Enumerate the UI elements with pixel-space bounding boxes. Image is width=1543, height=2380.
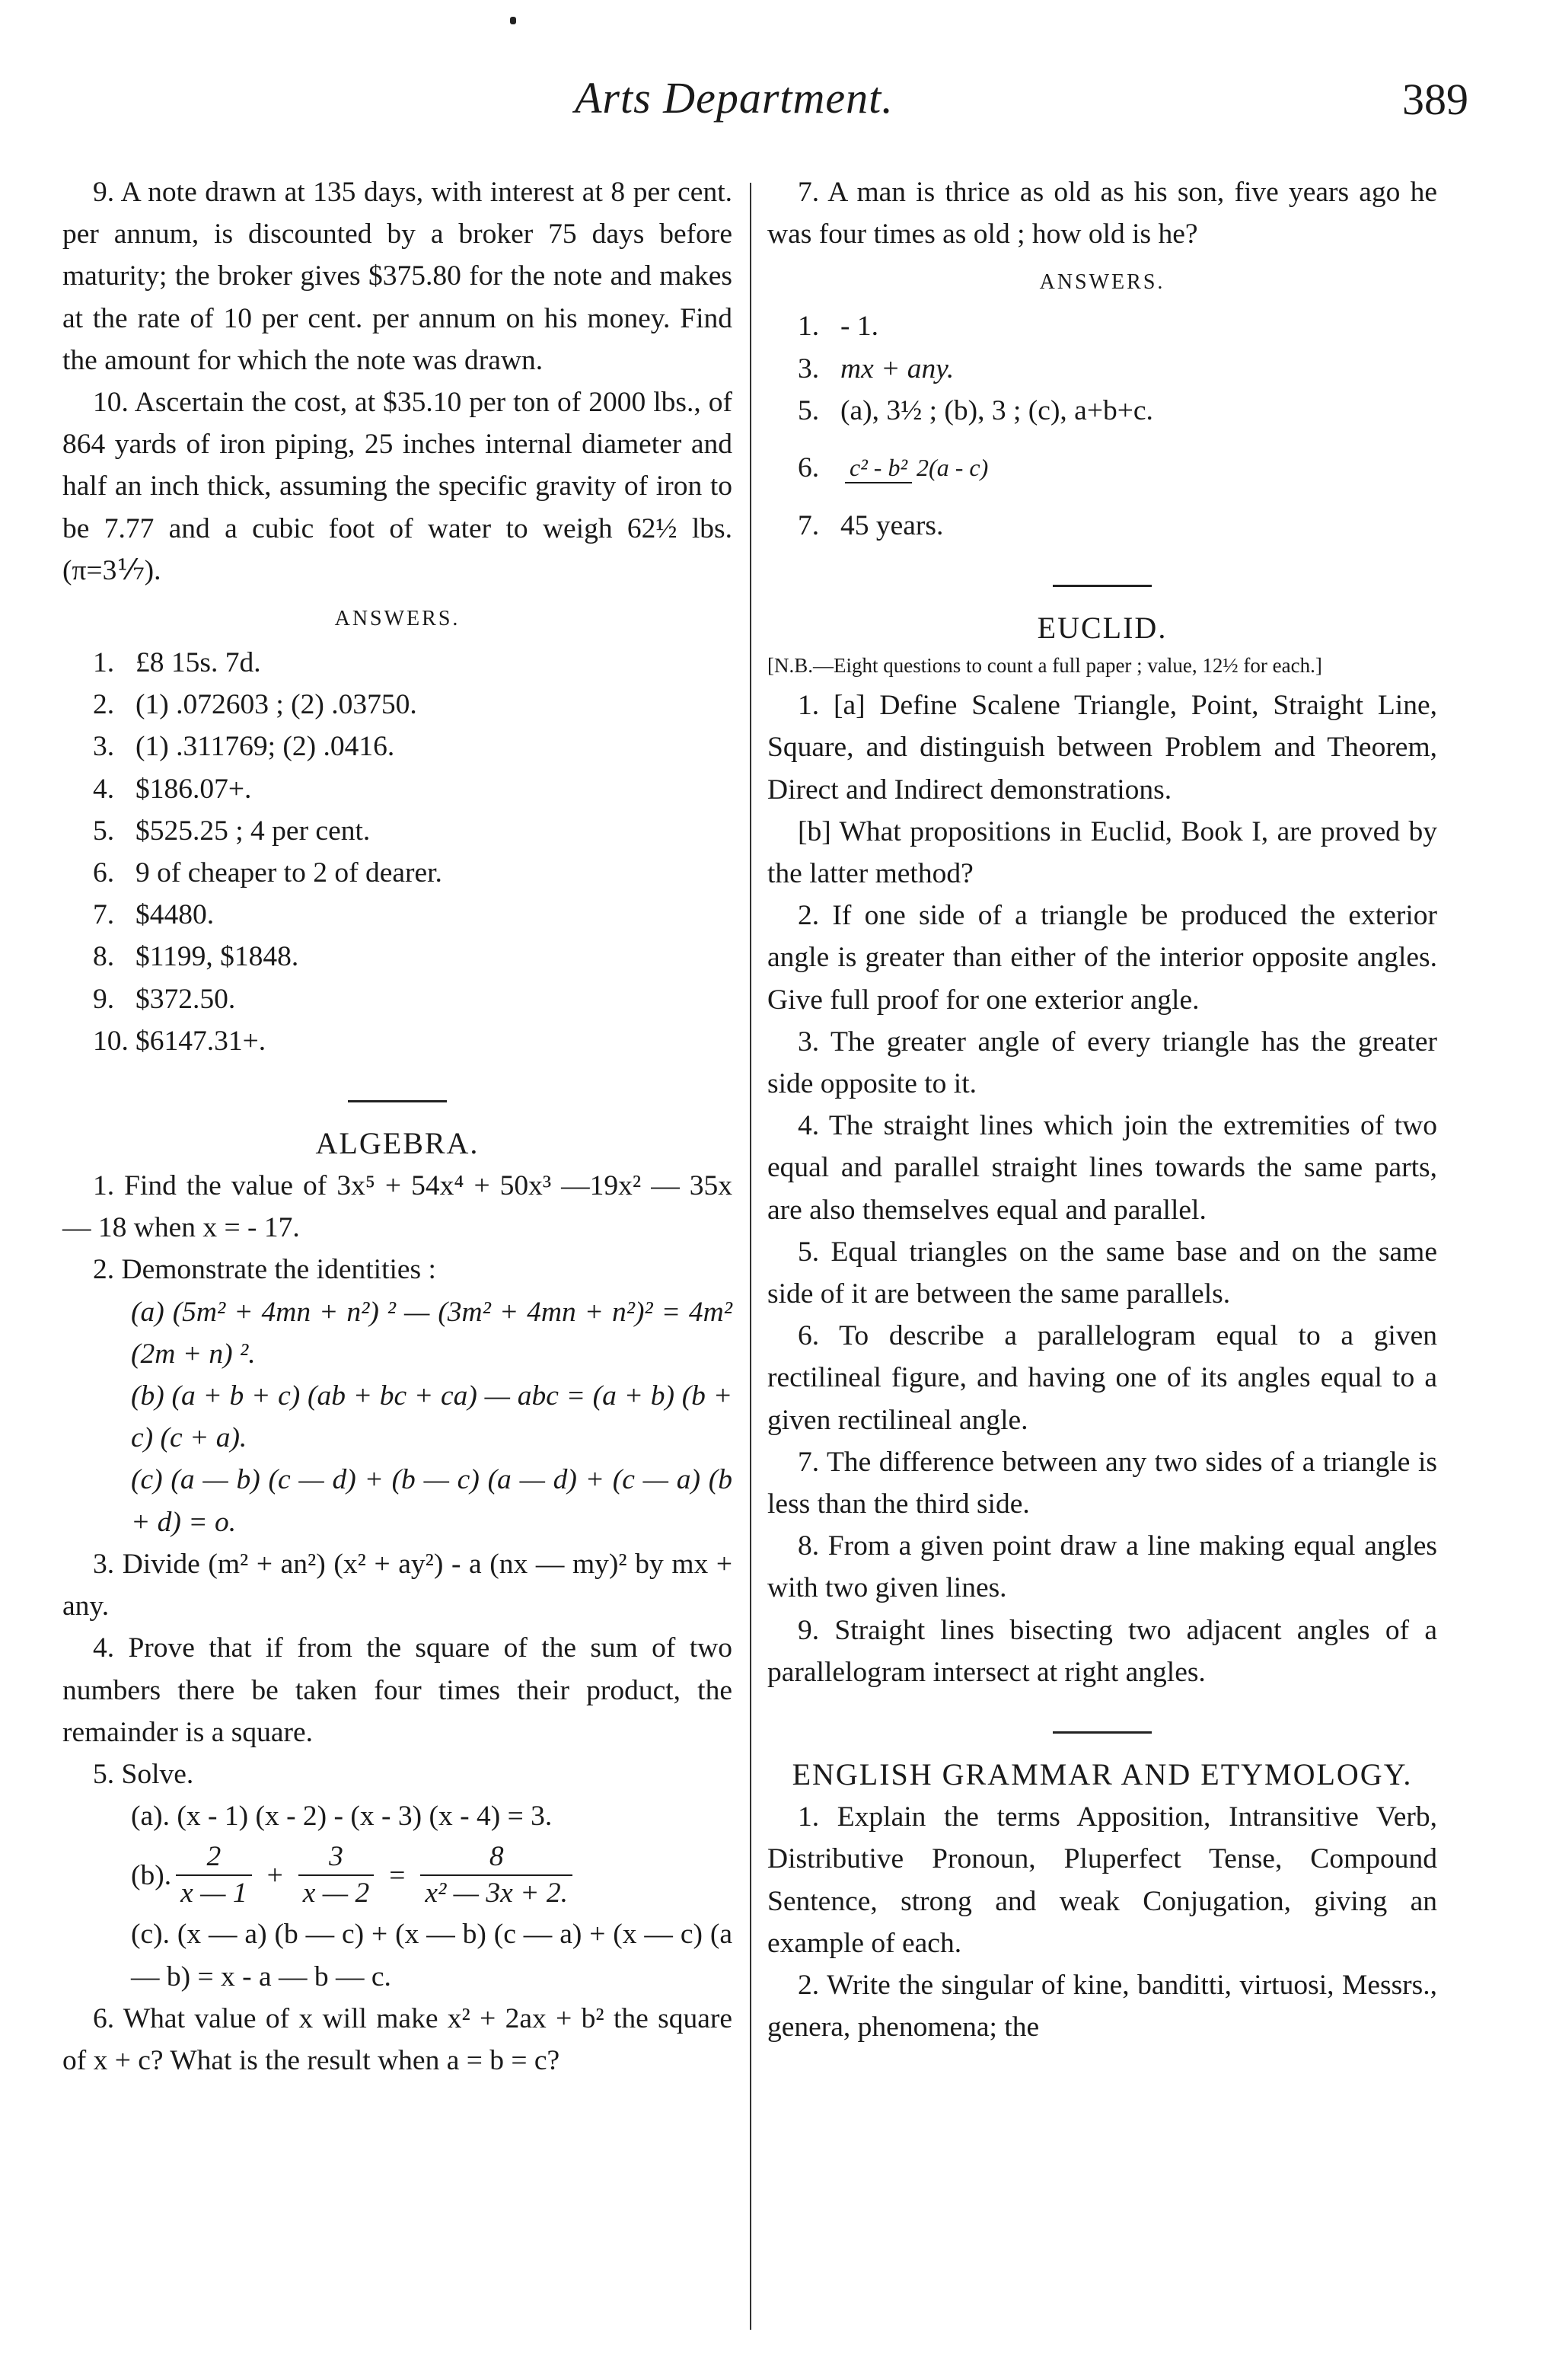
- plus-sign: +: [266, 1859, 283, 1891]
- grammar-title: ENGLISH GRAMMAR AND ETYMOLOGY.: [792, 1757, 1413, 1792]
- answer-item: 1. £8 15s. 7d.: [93, 647, 261, 679]
- answer-item: 7. 45 years.: [798, 510, 944, 542]
- euclid-question-5: 5. Equal triangles on the same base and on the same side of it are between the same parallels.: [767, 1236, 1437, 1310]
- euclid-question-2: 2. If one side of a triangle be produced the exterior angle is greater than either of the interior opposite angles. Give full proof for one exterior angle.: [767, 900, 1437, 1016]
- euclid-question-4: 4. The straight lines which join the extremities of two equal and parallel straight lines towards the same parts, are also themselves equal and parallel.: [767, 1110, 1437, 1226]
- arithmetic-answers: [62, 642, 732, 1062]
- running-title: Arts Department.: [575, 73, 894, 123]
- section-separator: [348, 1100, 447, 1102]
- euclid-question-9: 9. Straight lines bisecting two adjacent angles of a parallelogram intersect at right angles.: [767, 1614, 1437, 1688]
- fraction: $\frac{2}{x — 1}$: [176, 1839, 252, 1911]
- section-separator: [1053, 585, 1152, 587]
- algebra-question-5a: (a). (x - 1) (x - 2) - (x - 3) (x - 4) = 3.: [131, 1801, 553, 1833]
- answers-heading: ANSWERS.: [334, 607, 461, 631]
- algebra-question-2b: (b) (a + b + c) (ab + bc + ca) — abc = (a + b) (b + c) (c + a).: [131, 1380, 732, 1454]
- answer-item: 7. $4480.: [93, 899, 215, 931]
- equals-sign: =: [389, 1859, 406, 1891]
- fraction: c² - b² 2(a - c): [845, 453, 993, 483]
- fraction: $\frac{3}{x — 2}$: [298, 1839, 375, 1911]
- algebra-question-1: 1. Find the value of 3x⁵ + 54x⁴ + 50x³ —19x² — 35x — 18 when x = - 17.: [62, 1170, 732, 1244]
- grammar-question-1: 1. Explain the terms Apposition, Intransitive Verb, Distributive Pronoun, Pluperfect Tense, Compound Sentence, strong and weak Conjugation, giving an example of each.: [767, 1801, 1437, 1959]
- grammar-question-2: 2. Write the singular of kine, banditti, virtuosi, Messrs., genera, phenomena; the: [767, 1969, 1437, 2043]
- euclid-title: EUCLID.: [1037, 611, 1168, 646]
- algebra-title: ALGEBRA.: [315, 1126, 480, 1161]
- answer-item: 3. mx + any.: [798, 353, 955, 384]
- algebra-question-2a: (a) (5m² + 4mn + n²) ² — (3m² + 4mn + n²)² = 4m² (2m + n) ².: [131, 1296, 732, 1370]
- answer-item: 2. (1) .072603 ; (2) .03750.: [93, 689, 417, 721]
- euclid-question-1b: [b] What propositions in Euclid, Book I, are proved by the latter method?: [767, 815, 1437, 890]
- euclid-question-7: 7. The difference between any two sides of a triangle is less than the third side.: [767, 1446, 1437, 1520]
- algebra-question-7: 7. A man is thrice as old as his son, five years ago he was four times as old ; how old is he?: [767, 177, 1437, 250]
- euclid-question-8: 8. From a given point draw a line making equal angles with two given lines.: [767, 1530, 1437, 1604]
- euclid-note: [N.B.—Eight questions to count a full paper ; value, 12½ for each.]: [767, 654, 1322, 678]
- ink-speck: [510, 17, 516, 24]
- column-divider: [750, 183, 751, 2330]
- euclid-question-1a: 1. [a] Define Scalene Triangle, Point, Straight Line, Square, and distinguish between Problem and Theorem, Direct and Indirect demonstrations.: [767, 690, 1437, 806]
- euclid-question-3: 3. The greater angle of every triangle has the greater side opposite to it.: [767, 1026, 1437, 1100]
- algebra-question-5: 5. Solve.: [93, 1758, 194, 1790]
- answer-item: 3. (1) .311769; (2) .0416.: [93, 731, 395, 763]
- algebra-question-5b: [62, 1837, 732, 1913]
- answer-item: 10. $6147.31+.: [93, 1025, 266, 1057]
- answer-item: 5. $525.25 ; 4 per cent.: [93, 815, 371, 847]
- algebra-question-4: 4. Prove that if from the square of the sum of two numbers there be taken four times their product, the remainder is a square.: [62, 1632, 732, 1748]
- fraction: $\frac{8}{\text{x² — 3x + 2.}}$: [420, 1839, 572, 1911]
- answers-heading: ANSWERS.: [1039, 270, 1165, 295]
- algebra-question-3: 3. Divide (m² + an²) (x² + ay²) - a (nx — my)² by mx + any.: [62, 1548, 732, 1622]
- answer-item: 9. $372.50.: [93, 983, 236, 1015]
- right-column: [767, 171, 1437, 2048]
- answer-item: 8. $1199, $1848.: [93, 941, 299, 973]
- algebra-question-2: 2. Demonstrate the identities :: [93, 1254, 436, 1286]
- algebra-question-2c: (c) (a — b) (c — d) + (b — c) (a — d) + (c — a) (b + d) = o.: [131, 1464, 732, 1538]
- algebra-question-5c: (c). (x — a) (b — c) + (x — b) (c — a) + (x — c) (a — b) = x - a — b — c.: [131, 1919, 732, 1992]
- answer-item: 5. (a), 3½ ; (b), 3 ; (c), a+b+c.: [798, 394, 1153, 426]
- algebra-answers: [767, 305, 1437, 547]
- page-number: 389: [1402, 75, 1468, 124]
- running-head: [0, 72, 1543, 133]
- euclid-question-6: 6. To describe a parallelogram equal to a given rectilineal figure, and having one of its angles equal to a given rectilineal angle.: [767, 1320, 1437, 1436]
- section-separator: [1053, 1731, 1152, 1734]
- answer-item: 6. 9 of cheaper to 2 of dearer.: [93, 857, 442, 889]
- fraction-label: (b).: [131, 1859, 172, 1891]
- arithmetic-question-9: 9. A note drawn at 135 days, with interest at 8 per cent. per annum, is discounted by a broker 75 days before maturity; the broker gives $375.80 for the note and makes at the rate of 10 per cent. per annum on his money. Find the amount for which the note was drawn.: [62, 177, 732, 376]
- answer-item: 1. - 1.: [798, 311, 878, 343]
- answer-item: 6. c² - b² 2(a - c): [767, 432, 1437, 505]
- algebra-question-6: 6. What value of x will make x² + 2ax + b² the square of x + c? What is the result when a = b = c?: [62, 2002, 732, 2076]
- left-column: [62, 171, 732, 2082]
- arithmetic-question-10: 10. Ascertain the cost, at $35.10 per ton of 2000 lbs., of 864 yards of iron piping, 25 inches internal diameter and half an inch thick, assuming the specific gravity of iron to be 7.77 and a cubic foot of water to weigh 62½ lbs. (π=3⅐).: [62, 387, 732, 586]
- answer-item: 4. $186.07+.: [93, 773, 252, 805]
